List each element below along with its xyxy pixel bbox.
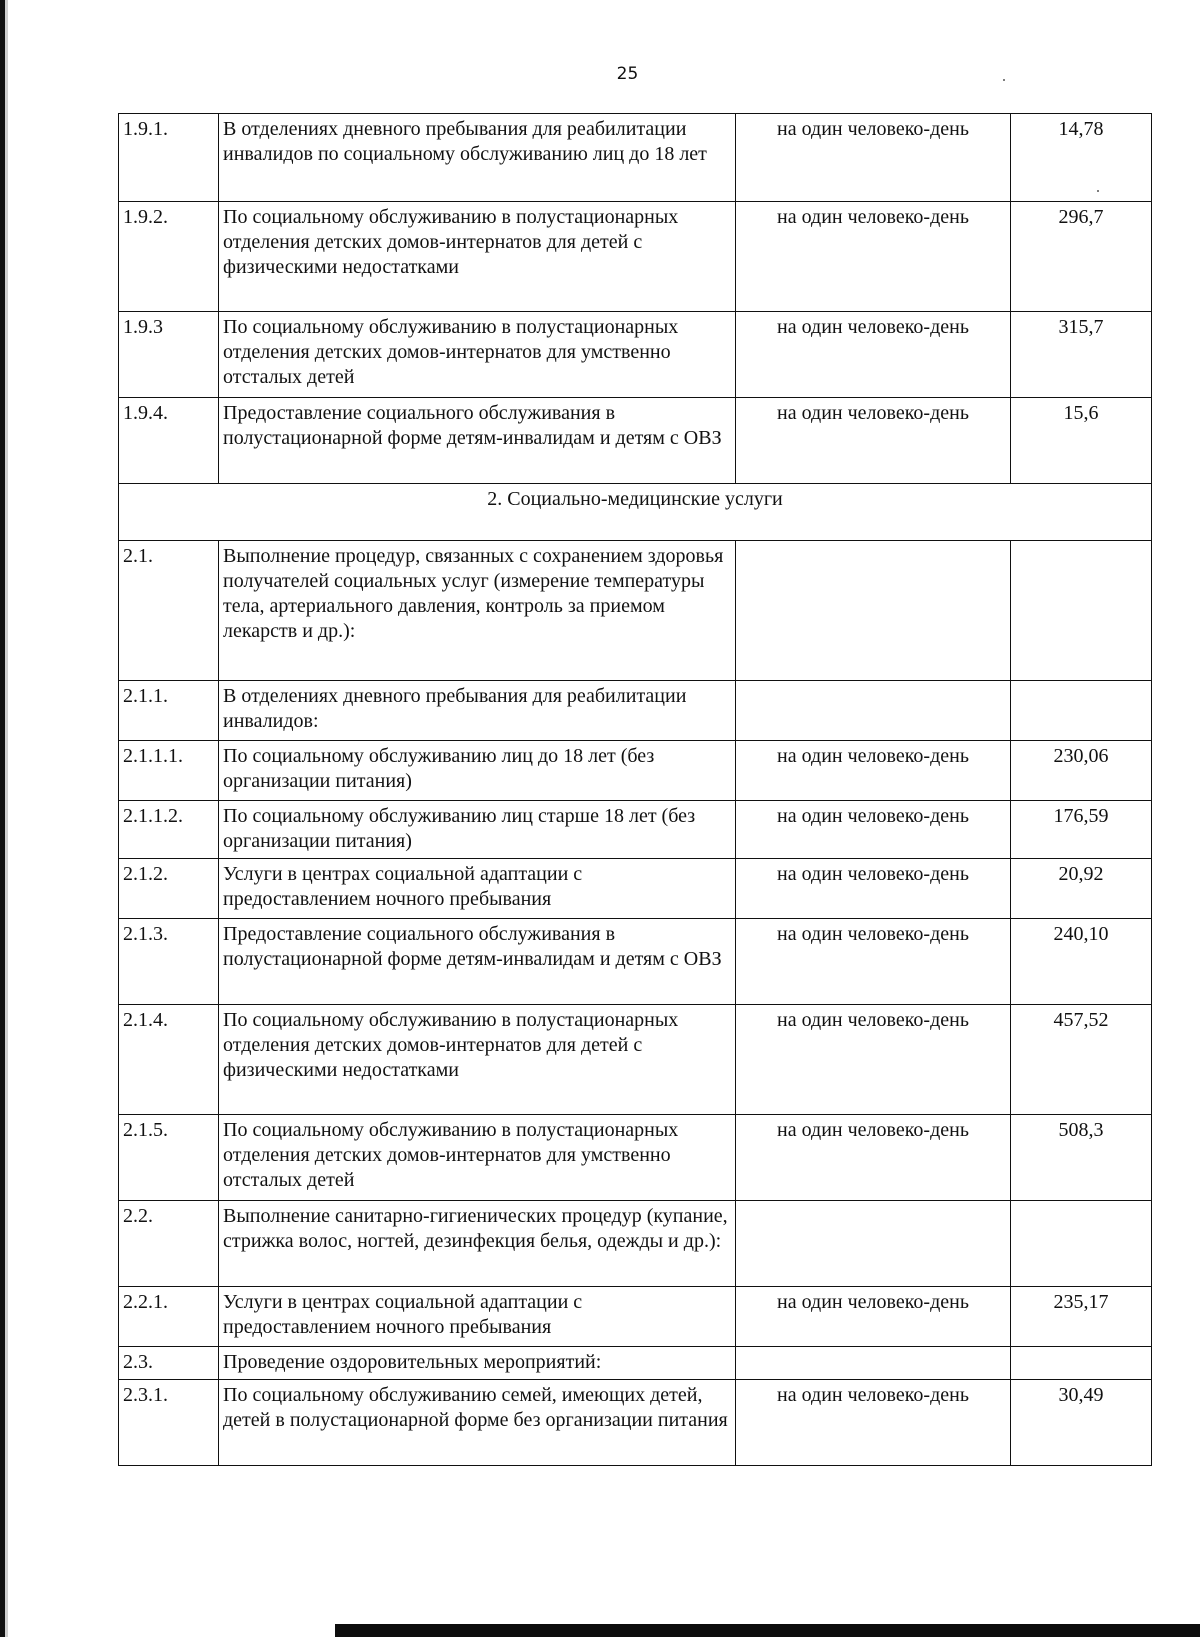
table-row [119, 1005, 1152, 1115]
row-description: Предоставление социального обслуживания в полустационарной форме детям-инвалидам и детям с ОВЗ [219, 398, 736, 484]
row-description: По социальному обслуживанию лиц до 18 лет (без организации питания) [219, 741, 736, 801]
row-value: 296,7 [1011, 202, 1152, 312]
row-unit [736, 541, 1011, 681]
row-description: Предоставление социального обслуживания в полустационарной форме детям-инвалидам и детям с ОВЗ [219, 919, 736, 1005]
row-code: 2.1.5. [119, 1115, 219, 1201]
scan-left-edge-shadow [5, 0, 8, 1637]
row-code: 2.2. [119, 1201, 219, 1287]
row-unit: на один человеко-день [736, 312, 1011, 398]
row-description: Выполнение процедур, связанных с сохранением здоровья получателей социальных услуг (измерение температуры тела, артериального давления, контроль за приемом лекарств и др.): [219, 541, 736, 681]
row-value: 14,78 [1011, 114, 1152, 202]
row-unit [736, 1201, 1011, 1287]
page-number: 25 [616, 64, 639, 84]
row-code: 1.9.2. [119, 202, 219, 312]
row-value: 235,17 [1011, 1287, 1152, 1347]
scan-bottom-bar [335, 1624, 1200, 1637]
row-value: 30,49 [1011, 1380, 1152, 1466]
row-unit: на один человеко-день [736, 1380, 1011, 1466]
row-code: 2.3.1. [119, 1380, 219, 1466]
row-value: 20,92 [1011, 859, 1152, 919]
row-value: 508,3 [1011, 1115, 1152, 1201]
table-row [119, 741, 1152, 801]
table-row [119, 681, 1152, 741]
row-description: По социальному обслуживанию лиц старше 18 лет (без организации питания) [219, 801, 736, 859]
row-code: 2.1.2. [119, 859, 219, 919]
table-row [119, 114, 1152, 202]
row-value [1011, 541, 1152, 681]
row-description: По социальному обслуживанию семей, имеющих детей, детей в полустационарной форме без организации питания [219, 1380, 736, 1466]
row-code: 1.9.1. [119, 114, 219, 202]
row-unit: на один человеко-день [736, 741, 1011, 801]
row-description: Услуги в центрах социальной адаптации с предоставлением ночного пребывания [219, 859, 736, 919]
row-unit: на один человеко-день [736, 202, 1011, 312]
row-unit: на один человеко-день [736, 859, 1011, 919]
row-description: По социальному обслуживанию в полустационарных отделения детских домов-интернатов для детей с физическими недостатками [219, 1005, 736, 1115]
table-row [119, 202, 1152, 312]
row-code: 1.9.3 [119, 312, 219, 398]
table-row [119, 312, 1152, 398]
row-code: 2.2.1. [119, 1287, 219, 1347]
table-row [119, 1115, 1152, 1201]
row-code: 2.1.4. [119, 1005, 219, 1115]
row-description: Проведение оздоровительных мероприятий: [219, 1347, 736, 1380]
table-row [119, 541, 1152, 681]
row-unit: на один человеко-день [736, 919, 1011, 1005]
row-value [1011, 681, 1152, 741]
table-row [119, 1380, 1152, 1466]
tariff-table [118, 113, 1152, 1466]
row-code: 1.9.4. [119, 398, 219, 484]
row-unit: на один человеко-день [736, 1115, 1011, 1201]
row-value: 176,59 [1011, 801, 1152, 859]
table-row [119, 398, 1152, 484]
section-heading: 2. Социально-медицинские услуги [119, 484, 1152, 541]
table-row [119, 1201, 1152, 1287]
row-value: 15,6 [1011, 398, 1152, 484]
row-unit [736, 1347, 1011, 1380]
row-description: По социальному обслуживанию в полустационарных отделения детских домов-интернатов для детей с физическими недостатками [219, 202, 736, 312]
row-value [1011, 1201, 1152, 1287]
table-row [119, 801, 1152, 859]
table-row [119, 1347, 1152, 1380]
row-description: Услуги в центрах социальной адаптации с предоставлением ночного пребывания [219, 1287, 736, 1347]
row-value [1011, 1347, 1152, 1380]
row-unit [736, 681, 1011, 741]
row-unit: на один человеко-день [736, 1005, 1011, 1115]
row-description: В отделениях дневного пребывания для реабилитации инвалидов по социальному обслуживанию лиц до 18 лет [219, 114, 736, 202]
table-row [119, 859, 1152, 919]
table-row [119, 919, 1152, 1005]
row-unit: на один человеко-день [736, 114, 1011, 202]
row-code: 2.1. [119, 541, 219, 681]
row-code: 2.1.1.1. [119, 741, 219, 801]
row-description: По социальному обслуживанию в полустационарных отделения детских домов-интернатов для умственно отсталых детей [219, 312, 736, 398]
section-row [119, 484, 1152, 541]
row-code: 2.1.1. [119, 681, 219, 741]
row-unit: на один человеко-день [736, 801, 1011, 859]
row-code: 2.3. [119, 1347, 219, 1380]
row-code: 2.1.3. [119, 919, 219, 1005]
row-description: В отделениях дневного пребывания для реабилитации инвалидов: [219, 681, 736, 741]
row-value: 315,7 [1011, 312, 1152, 398]
row-value: 230,06 [1011, 741, 1152, 801]
row-value: 457,52 [1011, 1005, 1152, 1115]
row-code: 2.1.1.2. [119, 801, 219, 859]
row-description: Выполнение санитарно-гигиенических процедур (купание, стрижка волос, ногтей, дезинфекция белья, одежды и др.): [219, 1201, 736, 1287]
row-unit: на один человеко-день [736, 1287, 1011, 1347]
row-unit: на один человеко-день [736, 398, 1011, 484]
table-row [119, 1287, 1152, 1347]
row-value: 240,10 [1011, 919, 1152, 1005]
row-description: По социальному обслуживанию в полустационарных отделения детских домов-интернатов для умственно отсталых детей [219, 1115, 736, 1201]
